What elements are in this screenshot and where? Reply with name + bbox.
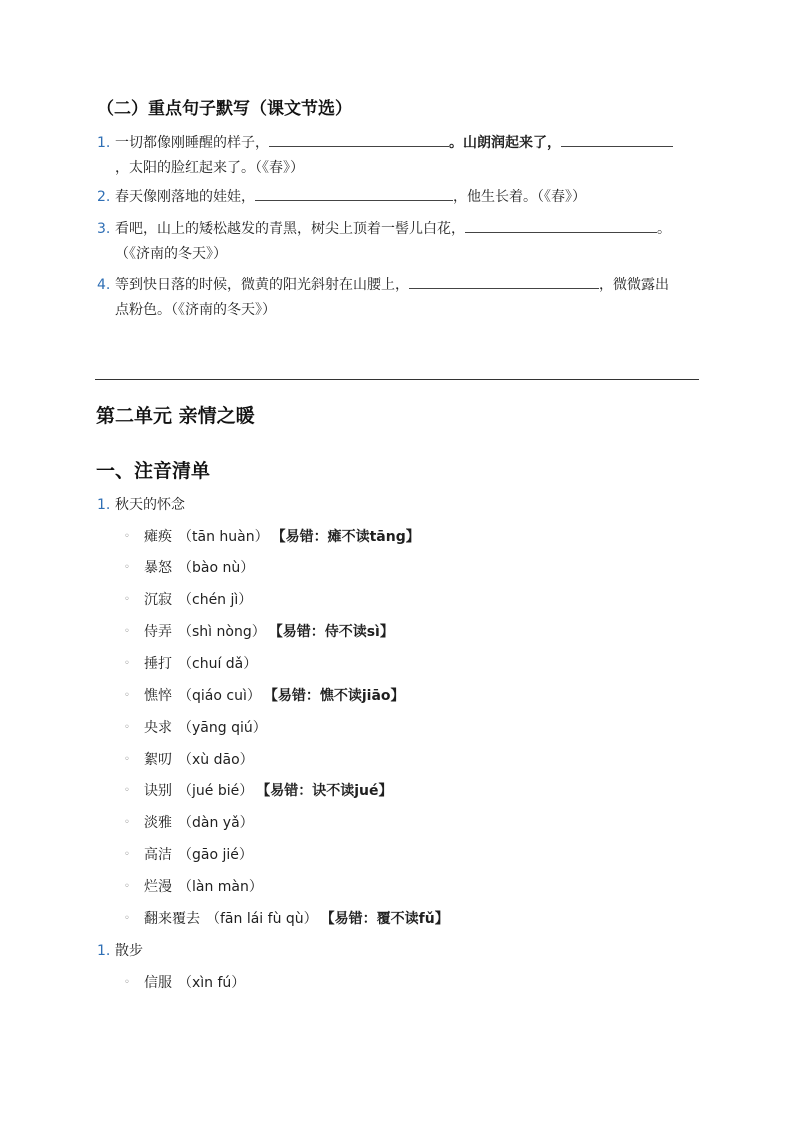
error-note: 【易错：覆不读fǔ】 — [327, 911, 449, 927]
list-item — [124, 877, 263, 897]
error-note: 【易错：憔不读jiāo】 — [270, 688, 405, 704]
list-item — [124, 718, 267, 738]
sentence-item — [97, 217, 697, 267]
sentence-text: （《济南的冬天》） — [115, 246, 227, 262]
bullet-icon: ◦ — [124, 785, 130, 796]
pinyin: （tān huàn） — [178, 529, 269, 545]
word: 憔悴 — [144, 688, 172, 704]
pinyin: （yāng qiú） — [178, 720, 267, 736]
list-item — [124, 622, 394, 642]
pinyin: （xù dāo） — [178, 752, 254, 768]
word: 诀别 — [144, 783, 172, 799]
item-number: 4. — [97, 277, 111, 293]
error-note: 【易错：瘫不读tāng】 — [278, 529, 420, 545]
word: 侍弄 — [144, 624, 172, 640]
lesson-title-text: 秋天的怀念 — [115, 497, 185, 513]
bullet-icon: ◦ — [124, 531, 130, 542]
bullet-icon: ◦ — [124, 594, 130, 605]
word: 捶打 — [144, 656, 172, 672]
answer-blank[interactable] — [409, 274, 599, 289]
sentence-text: 春天像刚落地的娃娃， — [115, 189, 255, 205]
answer-blank[interactable] — [255, 186, 453, 201]
sentence-item — [97, 273, 697, 323]
bullet-icon: ◦ — [124, 977, 130, 988]
bullet-icon: ◦ — [124, 754, 130, 765]
bullet-icon: ◦ — [124, 626, 130, 637]
pinyin: （chuí dǎ） — [178, 656, 258, 672]
word: 央求 — [144, 720, 172, 736]
sentence-item — [97, 185, 697, 210]
bullet-icon: ◦ — [124, 562, 130, 573]
pinyin: （fān lái fù qù） — [206, 911, 318, 927]
pinyin: （jué bié） — [178, 783, 254, 799]
pinyin: （shì nòng） — [178, 624, 266, 640]
list-item — [124, 654, 257, 674]
section-heading: （二）重点句子默写（课文节选） — [97, 99, 352, 119]
answer-blank[interactable] — [561, 132, 673, 147]
lesson-title — [97, 941, 143, 961]
sentence-text: 。山朗润起来了， — [449, 135, 561, 151]
word: 翻来覆去 — [144, 911, 200, 927]
bullet-icon: ◦ — [124, 817, 130, 828]
word: 烂漫 — [144, 879, 172, 895]
pinyin: （dàn yǎ） — [178, 815, 254, 831]
list-item — [124, 781, 392, 801]
lesson-title-text: 散步 — [115, 943, 143, 959]
list-item — [124, 590, 252, 610]
word: 淡雅 — [144, 815, 172, 831]
pinyin: （bào nù） — [178, 560, 255, 576]
list-item — [124, 527, 420, 547]
list-item — [124, 750, 254, 770]
bullet-icon: ◦ — [124, 690, 130, 701]
list-item — [124, 845, 253, 865]
word: 絮叨 — [144, 752, 172, 768]
sentence-text: 等到快日落的时候，微黄的阳光斜射在山腰上， — [115, 277, 409, 293]
pinyin: （gāo jié） — [178, 847, 253, 863]
answer-blank[interactable] — [465, 218, 657, 233]
word: 高洁 — [144, 847, 172, 863]
item-number: 2. — [97, 189, 111, 205]
sentence-text: 看吧，山上的矮松越发的青黑，树尖上顶着一髻儿白花， — [115, 221, 465, 237]
bullet-icon: ◦ — [124, 658, 130, 669]
item-number: 1. — [97, 497, 111, 513]
word: 信服 — [144, 975, 172, 991]
list-item — [124, 813, 254, 833]
sentence-text: ，微微露出 — [599, 277, 669, 293]
sentence-text: 点粉色。（《济南的冬天》） — [115, 302, 276, 318]
pinyin: （xìn fú） — [178, 975, 246, 991]
list-item — [124, 973, 245, 993]
item-number: 1. — [97, 135, 111, 151]
bullet-icon: ◦ — [124, 849, 130, 860]
bullet-icon: ◦ — [124, 913, 130, 924]
bullet-icon: ◦ — [124, 722, 130, 733]
pinyin: （qiáo cuì） — [178, 688, 261, 704]
list-item — [124, 686, 405, 706]
word: 沉寂 — [144, 592, 172, 608]
sentence-text: 。 — [657, 221, 671, 237]
item-number: 1. — [97, 943, 111, 959]
item-number: 3. — [97, 221, 111, 237]
error-note: 【易错：诀不读jué】 — [263, 783, 393, 799]
sentence-text: ，他生长着。（《春》） — [453, 189, 586, 205]
sentence-text: 一切都像刚睡醒的样子， — [115, 135, 269, 151]
error-note: 【易错：侍不读sì】 — [275, 624, 394, 640]
unit-title: 第二单元 亲情之暖 — [96, 405, 255, 427]
bullet-icon: ◦ — [124, 881, 130, 892]
word: 瘫痪 — [144, 529, 172, 545]
lesson-title — [97, 495, 185, 515]
pinyin: （làn màn） — [178, 879, 263, 895]
pinyin: （chén jì） — [178, 592, 253, 608]
horizontal-divider — [95, 379, 699, 380]
section-subtitle: 一、注音清单 — [96, 460, 211, 482]
sentence-text: ，太阳的脸红起来了。（《春》） — [115, 160, 304, 176]
list-item — [124, 558, 254, 578]
list-item — [124, 909, 449, 929]
word: 暴怒 — [144, 560, 172, 576]
answer-blank[interactable] — [269, 132, 449, 147]
sentence-item — [97, 131, 697, 181]
